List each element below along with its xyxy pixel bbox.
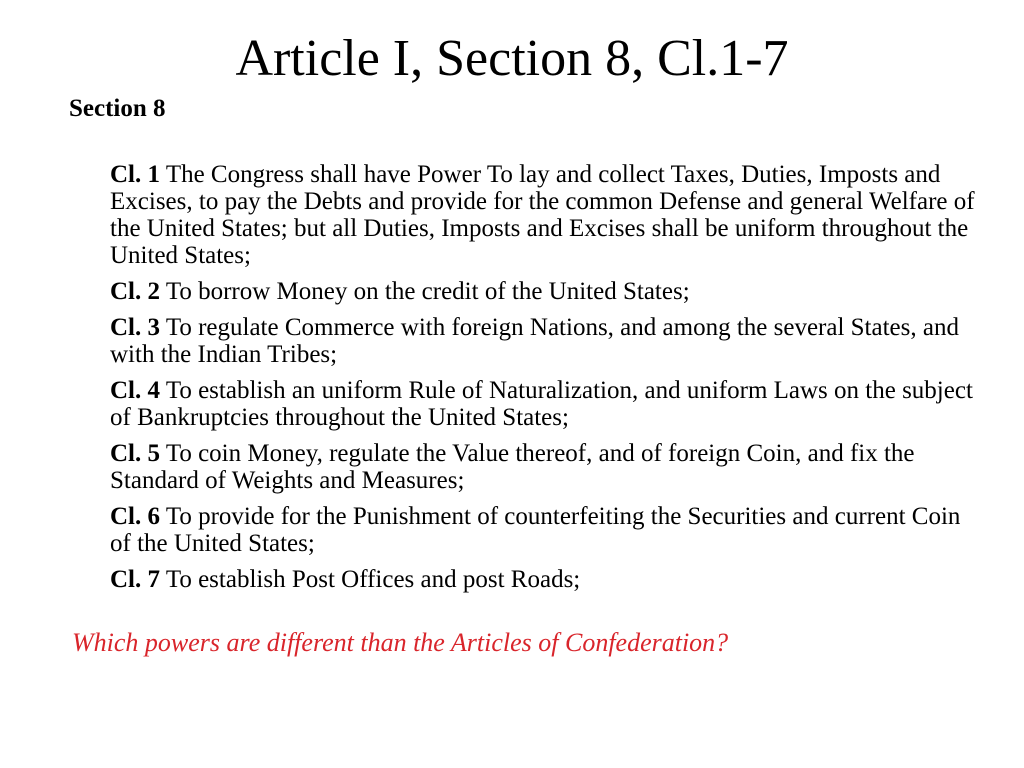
clause-text: To coin Money, regulate the Value thereof, and of foreign Coin, and fix the Standard of Weights and Measures; [110,440,915,494]
clause-text: To establish Post Offices and post Roads; [165,566,581,593]
clause-text: To provide for the Punishment of counterfeiting the Securities and current Coin of the United States; [110,503,961,557]
clause-text: To borrow Money on the credit of the United States; [165,278,690,305]
clause-text: To regulate Commerce with foreign Nations, and among the several States, and with the Indian Tribes; [110,314,959,368]
clause-label: Cl. 7 [110,566,160,593]
clause-text: To establish an uniform Rule of Naturalization, and uniform Laws on the subject of Bankruptcies throughout the United States; [110,377,973,431]
clause-text: The Congress shall have Power To lay and collect Taxes, Duties, Imposts and Excises, to pay the Debts and provide for the common Defense and general Welfare of the United States; but all Duties, Imposts and Excises shall be uniform throughout the United States; [110,161,975,269]
clause [110,377,976,431]
clause [110,440,976,494]
clause [110,278,976,305]
question-text: Which powers are different than the Articles of Confederation? [72,628,729,657]
slide-title: Article I, Section 8, Cl.1-7 [235,30,789,87]
clause-label: Cl. 2 [110,278,160,305]
clause-label: Cl. 3 [110,314,160,341]
clause [110,566,976,593]
clause-label: Cl. 6 [110,503,160,530]
clause [110,161,976,269]
section-heading: Section 8 [69,95,166,122]
clause-label: Cl. 5 [110,440,160,467]
clause [110,503,976,557]
clause-label: Cl. 4 [110,377,160,404]
clause-list [110,161,976,602]
clause [110,314,976,368]
clause-label: Cl. 1 [110,161,160,188]
